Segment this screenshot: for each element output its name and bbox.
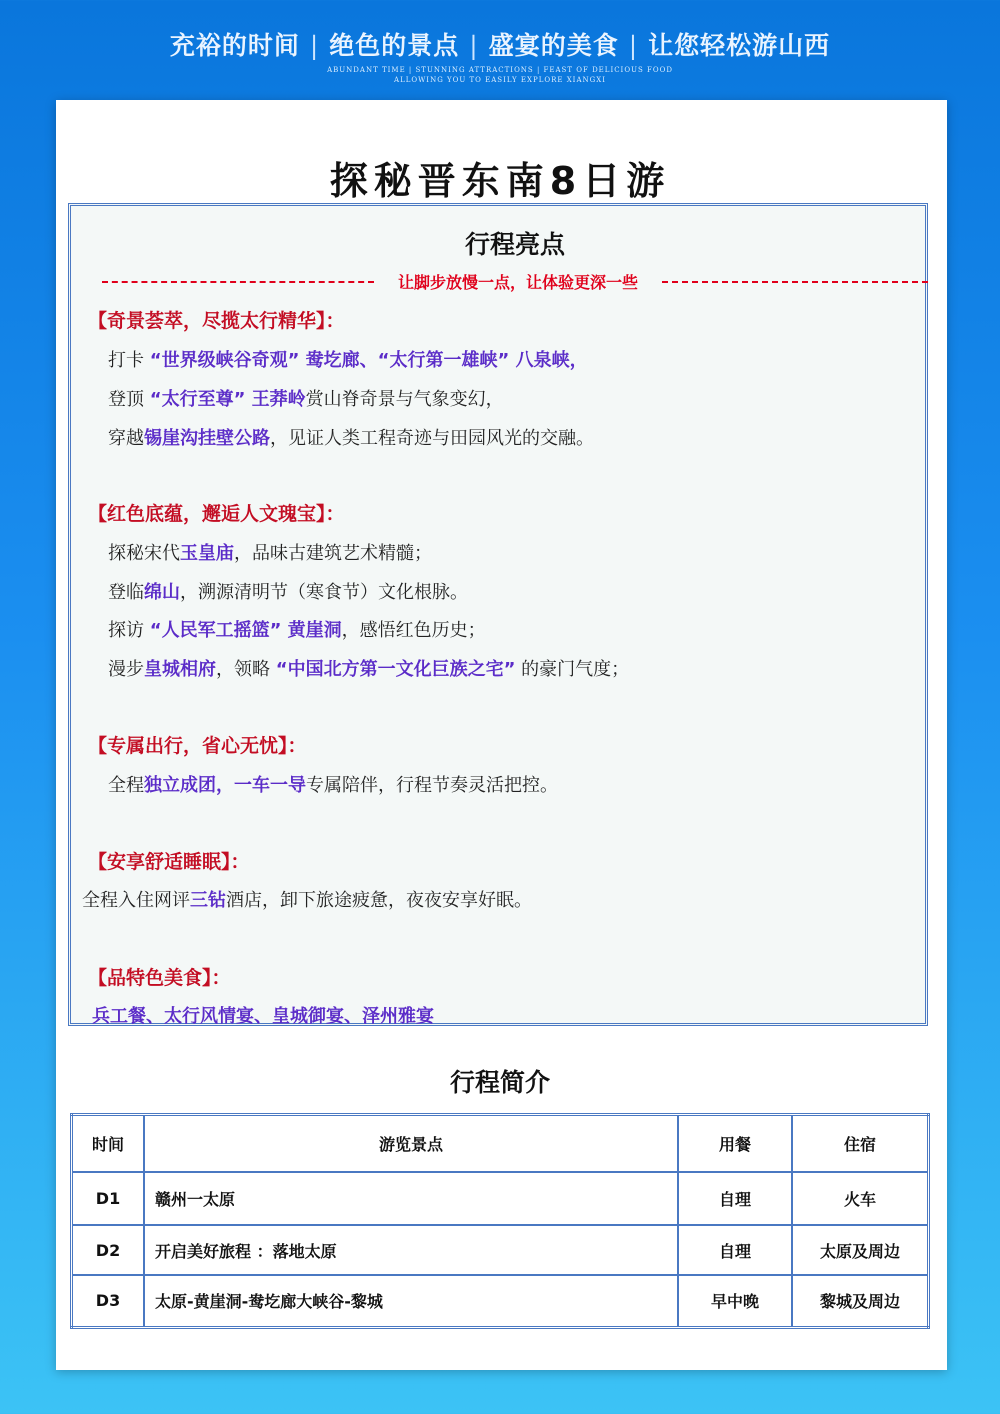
highlight-emphasis: 三钻: [190, 890, 226, 911]
highlight-line: [108, 771, 558, 797]
highlight-text: 漫步: [108, 659, 144, 680]
table-row: [72, 1225, 929, 1275]
highlight-text: ，见证人类工程奇迹与田园风光的交融。: [270, 428, 594, 449]
highlights-title: 行程亮点: [464, 230, 565, 259]
stay-cell: 火车: [792, 1172, 929, 1225]
slogan-item: 让您轻松游山西: [648, 31, 831, 60]
meal-cell: 自理: [678, 1225, 792, 1275]
highlight-emphasis: 独立成团，一车一导: [144, 775, 306, 796]
highlight-emphasis: 锡崖沟挂壁公路: [144, 428, 270, 449]
highlight-text: 打卡: [108, 350, 150, 371]
highlight-emphasis: “中国北方第一文化巨族之宅”: [275, 659, 516, 680]
slogan-separator: |: [309, 31, 320, 60]
section-heading: 【红色底蕴，邂逅人文瑰宝】：: [88, 503, 345, 525]
highlight-emphasis: “人民军工摇篮” 黄崖洞: [149, 620, 342, 641]
section-heading: 【专属出行，省心无忧】：: [88, 735, 307, 757]
stay-cell: 黎城及周边: [792, 1275, 929, 1327]
highlight-line: [108, 346, 588, 372]
spot-cell: 太原-黄崖洞-鸯圪廊大峡谷-黎城: [144, 1275, 678, 1327]
page-title: 探秘晋东南8日游: [329, 159, 671, 203]
section-heading: 【奇景荟萃，尽揽太行精华】：: [88, 310, 345, 332]
highlight-line: [108, 616, 486, 642]
table-header-row: [72, 1115, 929, 1173]
stay-cell: 太原及周边: [792, 1225, 929, 1275]
top-banner: [0, 0, 1000, 100]
slogan-item: 绝色的景点: [329, 31, 460, 60]
highlight-line: [82, 886, 532, 912]
section-heading: 【品特色美食】：: [88, 967, 231, 989]
highlight-emphasis: “世界级峡谷奇观” 鸯圪廊、“太行第一雄峡” 八泉峡，: [149, 350, 588, 371]
slogan: [0, 26, 1000, 62]
highlight-text: 登临: [108, 582, 144, 603]
highlight-text: ，领略: [216, 659, 276, 680]
highlight-text: ，品味古建筑艺术精髓；: [234, 543, 432, 564]
highlight-line: [108, 578, 468, 604]
section-heading: 【安享舒适睡眠】：: [88, 851, 250, 873]
highlight-line: [108, 539, 432, 565]
highlight-text: ，溯源清明节（寒食节）文化根脉。: [180, 582, 468, 603]
column-header: 住宿: [792, 1115, 929, 1173]
highlight-text: 探访: [108, 620, 150, 641]
highlight-text: 探秘宋代: [108, 543, 180, 564]
day-cell: D2: [72, 1225, 145, 1275]
highlight-text: 全程: [108, 775, 144, 796]
day-cell: D3: [72, 1275, 145, 1327]
highlight-text: 穿越: [108, 428, 144, 449]
highlight-line: [108, 385, 504, 411]
meal-cell: 自理: [678, 1172, 792, 1225]
slogan-item: 充裕的时间: [169, 31, 300, 60]
tagline: 让脚步放慢一点，让体验更深一些: [397, 273, 638, 292]
intro-title: 行程简介: [449, 1068, 550, 1097]
spot-cell: 开启美好旅程 ：落地太原: [144, 1225, 678, 1275]
day-cell: D1: [72, 1172, 145, 1225]
column-header: 游览景点: [144, 1115, 678, 1173]
dashed-divider: [662, 281, 928, 283]
itinerary-table: [70, 1113, 930, 1329]
tagline-row: [102, 270, 928, 290]
highlight-line: [108, 424, 594, 450]
highlight-line: [92, 1002, 434, 1028]
highlight-emphasis: 玉皇庙: [180, 543, 234, 564]
slogan-subtitle: ALLOWING YOU TO EASILY EXPLORE XIANGXI: [394, 76, 606, 84]
highlight-text: 全程入住网评: [82, 890, 190, 911]
highlight-text: ，感悟红色历史；: [341, 620, 486, 641]
table-row: [72, 1275, 929, 1327]
slogan-separator: |: [469, 31, 479, 60]
highlight-text: 专属陪伴，行程节奏灵活把控。: [306, 775, 558, 796]
table-row: [72, 1172, 929, 1225]
column-header: 时间: [72, 1115, 145, 1173]
highlight-emphasis: 绵山: [144, 582, 180, 603]
slogan-item: 盛宴的美食: [488, 31, 619, 60]
meal-cell: 早中晚: [678, 1275, 792, 1327]
highlight-line: [108, 655, 629, 681]
highlight-text: 的豪门气度；: [515, 659, 630, 680]
highlight-emphasis: 兵工餐、太行风情宴、皇城御宴、泽州雅宴: [92, 1006, 434, 1027]
slogan-subtitle: ABUNDANT TIME | STUNNING ATTRACTIONS | FEAST OF DELICIOUS FOOD: [327, 66, 673, 74]
highlight-text: 赏山脊奇景与气象变幻，: [305, 389, 504, 410]
column-header: 用餐: [678, 1115, 792, 1173]
highlight-emphasis: 皇城相府: [144, 659, 216, 680]
dashed-divider: [102, 281, 374, 283]
highlight-emphasis: “太行至尊” 王莽岭: [149, 389, 306, 410]
highlight-text: 酒店，卸下旅途疲惫，夜夜安享好眠。: [226, 890, 532, 911]
spot-cell: 赣州一太原: [144, 1172, 678, 1225]
highlight-text: 登顶: [108, 389, 150, 410]
slogan-separator: |: [628, 31, 639, 60]
